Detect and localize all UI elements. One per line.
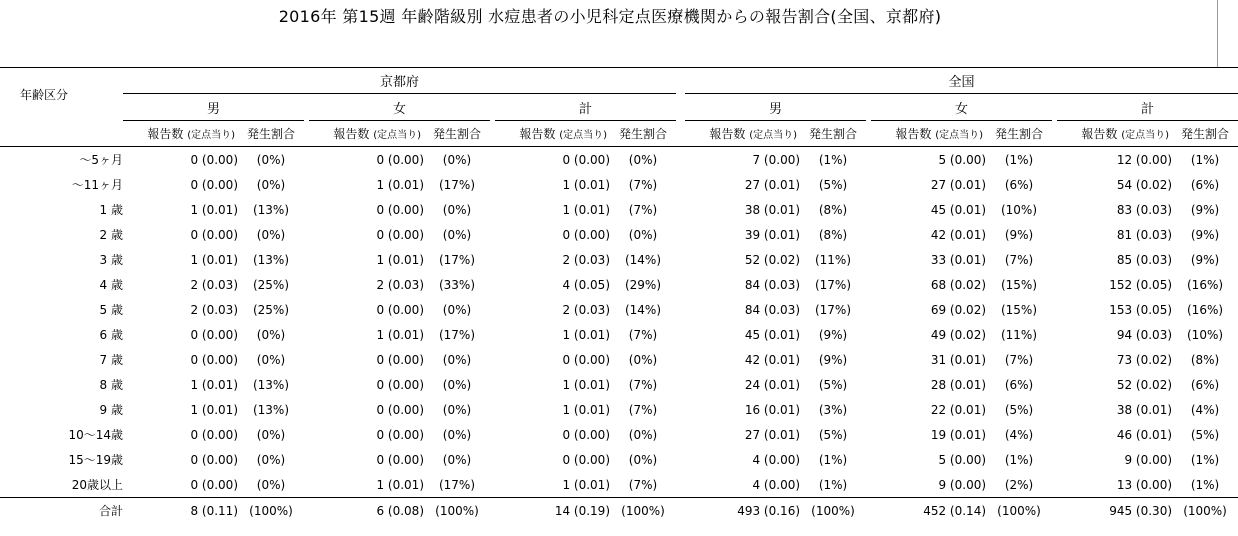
report-count-cell: 0 (0.00) xyxy=(376,377,424,392)
age-label: 10～14歳 xyxy=(68,428,123,442)
rate-cell: (100%) xyxy=(424,498,490,524)
report-count-cell: 0 (0.00) xyxy=(562,352,610,367)
report-count-cell: 0 (0.00) xyxy=(562,452,610,467)
spacer xyxy=(676,247,685,272)
spacer xyxy=(676,197,685,222)
per-sentinel-label: (定点当り) xyxy=(749,130,798,141)
report-count-cell: 0 (0.00) xyxy=(562,152,610,167)
report-count-cell: 33 (0.01) xyxy=(930,252,987,267)
rate-cell: (1%) xyxy=(818,152,848,167)
rate-cell: (100%) xyxy=(986,498,1052,524)
rate-header: 発生割合 xyxy=(800,121,866,147)
report-table xyxy=(0,67,1238,523)
age-label: ～5ヶ月 xyxy=(79,153,123,167)
rate-cell: (1%) xyxy=(818,452,848,467)
rate-cell: (6%) xyxy=(1190,377,1220,392)
report-count-cell: 81 (0.03) xyxy=(1116,227,1173,242)
rate-cell: (100%) xyxy=(800,498,866,524)
report-count-cell: 73 (0.02) xyxy=(1116,352,1173,367)
rate-cell: (13%) xyxy=(252,252,290,267)
report-count-cell: 9 (0.00) xyxy=(938,477,987,492)
report-count-cell: 0 (0.00) xyxy=(190,452,238,467)
rate-cell: (0%) xyxy=(256,427,286,442)
report-count-cell: 2 (0.03) xyxy=(562,302,610,317)
spacer xyxy=(676,397,685,422)
rate-cell: (1%) xyxy=(1190,152,1220,167)
rate-cell: (17%) xyxy=(438,477,476,492)
rate-cell: (6%) xyxy=(1004,377,1034,392)
report-count-cell: 4 (0.05) xyxy=(562,277,610,292)
report-count-cell: 83 (0.03) xyxy=(1116,202,1173,217)
rate-cell: (100%) xyxy=(238,498,304,524)
report-count-cell: 9 (0.00) xyxy=(1124,452,1173,467)
rate-cell: (4%) xyxy=(1190,402,1220,417)
rate-cell: (0%) xyxy=(442,377,472,392)
report-count-cell: 39 (0.01) xyxy=(744,227,801,242)
report-count-cell: 1 (0.01) xyxy=(562,327,610,342)
sex-header: 女 xyxy=(871,94,1052,121)
report-count-cell: 1 (0.01) xyxy=(562,202,610,217)
report-count-cell: 0 (0.00) xyxy=(190,477,238,492)
report-count-cell: 27 (0.01) xyxy=(744,427,801,442)
rate-cell: (0%) xyxy=(256,452,286,467)
age-label: 5 歳 xyxy=(99,303,123,317)
separator xyxy=(676,68,685,94)
rate-cell: (0%) xyxy=(256,152,286,167)
rate-cell: (7%) xyxy=(1004,252,1034,267)
report-count-cell: 69 (0.02) xyxy=(930,302,987,317)
report-count-header xyxy=(123,121,238,147)
table-row xyxy=(0,197,1238,222)
report-count-cell: 0 (0.00) xyxy=(376,452,424,467)
rate-cell: (7%) xyxy=(628,202,658,217)
spacer xyxy=(676,172,685,197)
rate-cell: (9%) xyxy=(1004,227,1034,242)
per-sentinel-label: (定点当り) xyxy=(935,130,984,141)
report-count-cell: 1 (0.01) xyxy=(190,377,238,392)
rate-header: 発生割合 xyxy=(610,121,676,147)
table-row xyxy=(0,172,1238,197)
report-count-header xyxy=(685,121,800,147)
rate-cell: (13%) xyxy=(252,402,290,417)
table-row xyxy=(0,447,1238,472)
rate-cell: (0%) xyxy=(256,177,286,192)
rate-header: 発生割合 xyxy=(1172,121,1238,147)
rate-cell: (17%) xyxy=(438,177,476,192)
sex-header: 女 xyxy=(309,94,490,121)
rate-cell: (3%) xyxy=(818,402,848,417)
age-label: 15～19歳 xyxy=(68,453,123,467)
rate-cell: (0%) xyxy=(256,477,286,492)
age-label: 合計 xyxy=(0,498,123,524)
report-count-cell: 1 (0.01) xyxy=(190,252,238,267)
rate-cell: (11%) xyxy=(1000,327,1038,342)
report-count-cell: 2 (0.03) xyxy=(562,252,610,267)
rate-cell: (6%) xyxy=(1190,177,1220,192)
age-label: 20歳以上 xyxy=(71,478,123,492)
report-count-cell: 4 (0.00) xyxy=(752,452,801,467)
region-header: 京都府 xyxy=(123,68,676,94)
report-count-cell: 0 (0.00) xyxy=(190,152,238,167)
rate-cell: (0%) xyxy=(628,452,658,467)
spacer xyxy=(676,372,685,397)
report-count-cell: 42 (0.01) xyxy=(930,227,987,242)
rate-cell: (1%) xyxy=(1190,477,1220,492)
title-area-border xyxy=(1217,0,1218,67)
report-count-label: 報告数 xyxy=(519,127,556,141)
spacer xyxy=(676,472,685,498)
report-count-header xyxy=(871,121,986,147)
report-count-cell: 1 (0.01) xyxy=(376,477,424,492)
report-count-cell: 28 (0.01) xyxy=(930,377,987,392)
rate-cell: (7%) xyxy=(628,377,658,392)
rate-cell: (7%) xyxy=(628,177,658,192)
report-count-cell: 153 (0.05) xyxy=(1109,302,1173,317)
report-count-cell: 0 (0.00) xyxy=(190,227,238,242)
table-row xyxy=(0,372,1238,397)
spacer xyxy=(676,322,685,347)
rate-cell: (5%) xyxy=(818,427,848,442)
report-count-cell: 1 (0.01) xyxy=(376,252,424,267)
per-sentinel-label: (定点当り) xyxy=(559,130,607,141)
report-count-cell: 52 (0.02) xyxy=(1116,377,1173,392)
report-count-cell: 94 (0.03) xyxy=(1116,327,1173,342)
report-count-cell: 452 (0.14) xyxy=(871,498,986,524)
report-count-cell: 84 (0.03) xyxy=(744,302,801,317)
spacer xyxy=(676,272,685,297)
table-row xyxy=(0,222,1238,247)
per-sentinel-label: (定点当り) xyxy=(1121,130,1170,141)
report-count-cell: 1 (0.01) xyxy=(376,177,424,192)
rate-cell: (0%) xyxy=(442,227,472,242)
age-label: 2 歳 xyxy=(99,228,123,242)
report-count-cell: 1 (0.01) xyxy=(190,202,238,217)
age-header: 年齢区分 xyxy=(0,68,123,121)
report-count-cell: 46 (0.01) xyxy=(1116,427,1173,442)
per-sentinel-label: (定点当り) xyxy=(187,130,235,141)
rate-cell: (11%) xyxy=(814,252,852,267)
rate-cell: (0%) xyxy=(442,427,472,442)
age-label: 3 歳 xyxy=(99,253,123,267)
table-row xyxy=(0,272,1238,297)
spacer xyxy=(676,347,685,372)
rate-cell: (17%) xyxy=(438,252,476,267)
report-count-label: 報告数 xyxy=(1081,127,1118,141)
report-count-cell: 42 (0.01) xyxy=(744,352,801,367)
report-count-cell: 22 (0.01) xyxy=(930,402,987,417)
page-title: 2016年 第15週 年齢階級別 水痘患者の小児科定点医療機関からの報告割合(全国、京都府) xyxy=(278,7,942,26)
rate-cell: (0%) xyxy=(628,352,658,367)
rate-cell: (16%) xyxy=(1187,277,1224,292)
rate-cell: (25%) xyxy=(252,277,290,292)
report-count-cell: 14 (0.19) xyxy=(495,498,610,524)
age-label: 7 歳 xyxy=(99,353,123,367)
spacer xyxy=(676,422,685,447)
rate-cell: (0%) xyxy=(256,227,286,242)
rate-cell: (6%) xyxy=(1004,177,1034,192)
report-count-cell: 52 (0.02) xyxy=(744,252,801,267)
rate-cell: (7%) xyxy=(628,477,658,492)
sex-header: 計 xyxy=(1057,94,1238,121)
rate-cell: (100%) xyxy=(1172,498,1238,524)
table-row xyxy=(0,422,1238,447)
table-row xyxy=(0,347,1238,372)
report-count-cell: 0 (0.00) xyxy=(190,427,238,442)
age-label: 6 歳 xyxy=(99,328,123,342)
rate-cell: (100%) xyxy=(610,498,676,524)
rate-cell: (10%) xyxy=(1000,202,1038,217)
rate-cell: (17%) xyxy=(814,277,852,292)
per-sentinel-label: (定点当り) xyxy=(373,130,421,141)
rate-header: 発生割合 xyxy=(986,121,1052,147)
report-count-cell: 152 (0.05) xyxy=(1109,277,1173,292)
rate-cell: (0%) xyxy=(442,452,472,467)
report-count-cell: 12 (0.00) xyxy=(1116,152,1173,167)
report-count-cell: 0 (0.00) xyxy=(190,327,238,342)
report-count-cell: 38 (0.01) xyxy=(1116,402,1173,417)
age-label: 1 歳 xyxy=(99,203,123,217)
rate-cell: (9%) xyxy=(818,327,848,342)
rate-cell: (8%) xyxy=(1190,352,1220,367)
report-count-cell: 2 (0.03) xyxy=(376,277,424,292)
rate-cell: (8%) xyxy=(818,202,848,217)
rate-cell: (5%) xyxy=(818,177,848,192)
report-count-label: 報告数 xyxy=(333,127,370,141)
report-count-cell: 0 (0.00) xyxy=(376,202,424,217)
rate-cell: (5%) xyxy=(1190,427,1220,442)
spacer xyxy=(676,222,685,247)
spacer xyxy=(676,447,685,472)
report-count-cell: 0 (0.00) xyxy=(190,352,238,367)
report-count-cell: 1 (0.01) xyxy=(562,177,610,192)
age-label: 8 歳 xyxy=(99,378,123,392)
report-count-cell: 5 (0.00) xyxy=(938,152,987,167)
rate-cell: (0%) xyxy=(256,327,286,342)
table-row xyxy=(0,322,1238,347)
sex-header: 男 xyxy=(685,94,866,121)
report-count-cell: 38 (0.01) xyxy=(744,202,801,217)
report-count-cell: 68 (0.02) xyxy=(930,277,987,292)
age-label: 9 歳 xyxy=(99,403,123,417)
rate-cell: (0%) xyxy=(628,227,658,242)
report-count-cell: 2 (0.03) xyxy=(190,302,238,317)
rate-cell: (9%) xyxy=(1190,227,1220,242)
report-count-cell: 0 (0.00) xyxy=(190,177,238,192)
report-count-cell: 24 (0.01) xyxy=(744,377,801,392)
report-count-cell: 0 (0.00) xyxy=(376,152,424,167)
rate-cell: (33%) xyxy=(438,277,476,292)
rate-cell: (7%) xyxy=(628,402,658,417)
rate-cell: (17%) xyxy=(814,302,852,317)
report-count-label: 報告数 xyxy=(147,127,184,141)
report-count-cell: 13 (0.00) xyxy=(1116,477,1173,492)
rate-cell: (0%) xyxy=(256,352,286,367)
rate-cell: (7%) xyxy=(1004,352,1034,367)
table-row xyxy=(0,147,1238,173)
rate-cell: (1%) xyxy=(818,477,848,492)
report-count-header xyxy=(1057,121,1172,147)
table-row xyxy=(0,397,1238,422)
report-count-cell: 6 (0.08) xyxy=(309,498,424,524)
rate-cell: (14%) xyxy=(624,252,662,267)
report-count-cell: 19 (0.01) xyxy=(930,427,987,442)
report-count-header xyxy=(495,121,610,147)
table-row xyxy=(0,472,1238,498)
report-count-cell: 85 (0.03) xyxy=(1116,252,1173,267)
rate-header: 発生割合 xyxy=(238,121,304,147)
rate-cell: (0%) xyxy=(628,152,658,167)
report-count-cell: 0 (0.00) xyxy=(376,427,424,442)
rate-cell: (13%) xyxy=(252,377,290,392)
report-count-cell: 31 (0.01) xyxy=(930,352,987,367)
report-count-cell: 54 (0.02) xyxy=(1116,177,1173,192)
report-count-cell: 1 (0.01) xyxy=(562,377,610,392)
report-count-cell: 16 (0.01) xyxy=(744,402,801,417)
rate-cell: (5%) xyxy=(818,377,848,392)
report-count-cell: 0 (0.00) xyxy=(376,352,424,367)
report-count-header xyxy=(309,121,424,147)
report-count-cell: 4 (0.00) xyxy=(752,477,801,492)
report-count-cell: 2 (0.03) xyxy=(190,277,238,292)
region-header: 全国 xyxy=(685,68,1238,94)
rate-cell: (25%) xyxy=(252,302,290,317)
rate-cell: (29%) xyxy=(624,277,662,292)
total-row xyxy=(0,498,1238,524)
report-count-cell: 493 (0.16) xyxy=(685,498,800,524)
report-count-label: 報告数 xyxy=(709,127,746,141)
report-count-cell: 945 (0.30) xyxy=(1057,498,1172,524)
report-count-cell: 0 (0.00) xyxy=(376,402,424,417)
report-count-cell: 5 (0.00) xyxy=(938,452,987,467)
report-count-cell: 0 (0.00) xyxy=(562,227,610,242)
rate-cell: (7%) xyxy=(628,327,658,342)
report-count-cell: 1 (0.01) xyxy=(562,477,610,492)
rate-cell: (1%) xyxy=(1004,452,1034,467)
report-count-label: 報告数 xyxy=(895,127,932,141)
report-count-cell: 1 (0.01) xyxy=(190,402,238,417)
rate-cell: (2%) xyxy=(1004,477,1034,492)
rate-cell: (9%) xyxy=(818,352,848,367)
rate-cell: (13%) xyxy=(252,202,290,217)
spacer xyxy=(676,297,685,322)
rate-cell: (15%) xyxy=(1000,302,1038,317)
report-count-cell: 1 (0.01) xyxy=(562,402,610,417)
rate-cell: (4%) xyxy=(1004,427,1034,442)
rate-cell: (0%) xyxy=(442,302,472,317)
table-row xyxy=(0,247,1238,272)
report-count-cell: 84 (0.03) xyxy=(744,277,801,292)
report-count-cell: 49 (0.02) xyxy=(930,327,987,342)
blank-cell xyxy=(0,121,123,147)
spacer xyxy=(676,94,685,121)
report-count-cell: 45 (0.01) xyxy=(744,327,801,342)
report-count-cell: 27 (0.01) xyxy=(744,177,801,192)
report-count-cell: 1 (0.01) xyxy=(376,327,424,342)
report-count-cell: 27 (0.01) xyxy=(930,177,987,192)
sex-header: 計 xyxy=(495,94,676,121)
report-count-cell: 0 (0.00) xyxy=(376,227,424,242)
age-label: 4 歳 xyxy=(99,278,123,292)
report-count-cell: 45 (0.01) xyxy=(930,202,987,217)
spacer xyxy=(676,121,685,147)
rate-cell: (1%) xyxy=(1004,152,1034,167)
rate-cell: (1%) xyxy=(1190,452,1220,467)
rate-cell: (16%) xyxy=(1187,302,1224,317)
rate-cell: (0%) xyxy=(442,202,472,217)
report-count-cell: 8 (0.11) xyxy=(123,498,238,524)
sex-header: 男 xyxy=(123,94,304,121)
table-row xyxy=(0,297,1238,322)
rate-cell: (17%) xyxy=(438,327,476,342)
rate-cell: (0%) xyxy=(442,352,472,367)
rate-cell: (5%) xyxy=(1004,402,1034,417)
rate-cell: (9%) xyxy=(1190,202,1220,217)
rate-cell: (10%) xyxy=(1187,327,1224,342)
report-count-cell: 0 (0.00) xyxy=(562,427,610,442)
age-label: ～11ヶ月 xyxy=(71,178,123,192)
rate-header: 発生割合 xyxy=(424,121,490,147)
rate-cell: (9%) xyxy=(1190,252,1220,267)
rate-cell: (0%) xyxy=(628,427,658,442)
report-count-cell: 7 (0.00) xyxy=(752,152,801,167)
spacer xyxy=(676,498,685,524)
rate-cell: (15%) xyxy=(1000,277,1038,292)
rate-cell: (8%) xyxy=(818,227,848,242)
rate-cell: (14%) xyxy=(624,302,662,317)
spacer xyxy=(676,147,685,173)
rate-cell: (0%) xyxy=(442,152,472,167)
report-count-cell: 0 (0.00) xyxy=(376,302,424,317)
rate-cell: (0%) xyxy=(442,402,472,417)
